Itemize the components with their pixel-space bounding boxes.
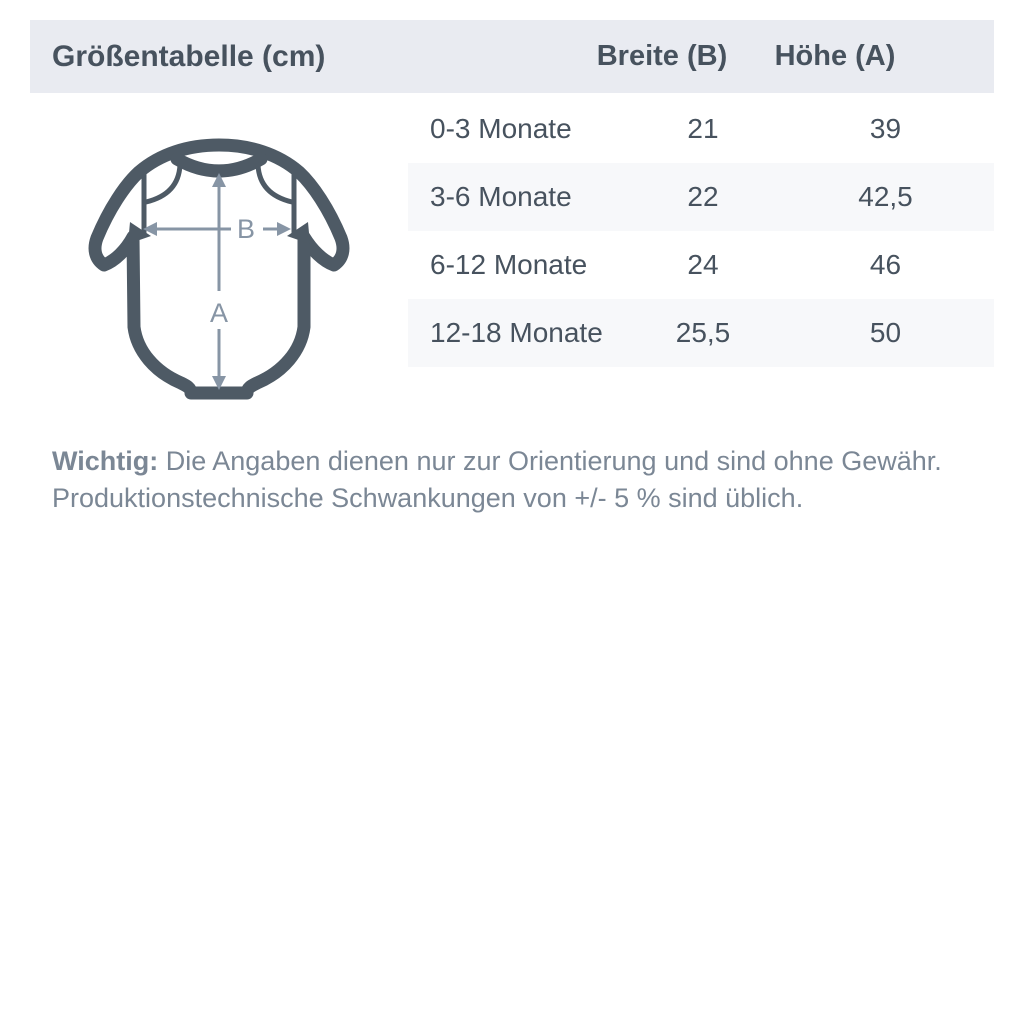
table-row: [408, 95, 994, 163]
page-title: Größentabelle (cm): [52, 39, 326, 73]
breite-value: 22: [687, 181, 719, 212]
column-header-hoehe: Höhe (A): [774, 40, 896, 72]
size-label: 3-6 Monate: [430, 181, 572, 212]
breite-value: 24: [687, 249, 719, 280]
disclaimer-label: Wichtig:: [52, 446, 159, 476]
width-label: B: [236, 214, 256, 244]
breite-value: 21: [687, 113, 719, 144]
disclaimer-note: [30, 443, 982, 517]
size-chart-header: [30, 20, 994, 93]
disclaimer-line1: Die Angaben dienen nur zur Orientierung und sind ohne Gewähr.: [158, 446, 942, 476]
breite-value: 25,5: [675, 317, 731, 348]
table-row: [408, 163, 994, 231]
disclaimer-line2: Produktionstechnische Schwankungen von +/- 5 % sind üblich.: [52, 483, 804, 513]
hoehe-value: 50: [869, 317, 902, 348]
size-chart: [30, 20, 994, 517]
bodysuit-figure: [30, 93, 408, 400]
column-header-breite: Breite (B): [596, 40, 728, 72]
size-label: 0-3 Monate: [430, 113, 572, 144]
height-label: A: [209, 298, 229, 328]
size-chart-body: [30, 93, 994, 400]
size-label: 6-12 Monate: [430, 249, 588, 280]
hoehe-value: 46: [869, 249, 902, 280]
baby-bodysuit-diagram-icon: [84, 138, 354, 400]
size-table: [408, 93, 994, 367]
hoehe-value: 39: [869, 113, 902, 144]
size-label: 12-18 Monate: [430, 317, 603, 348]
hoehe-value: 42,5: [858, 181, 913, 212]
table-row: [408, 231, 994, 299]
table-row: [408, 299, 994, 367]
